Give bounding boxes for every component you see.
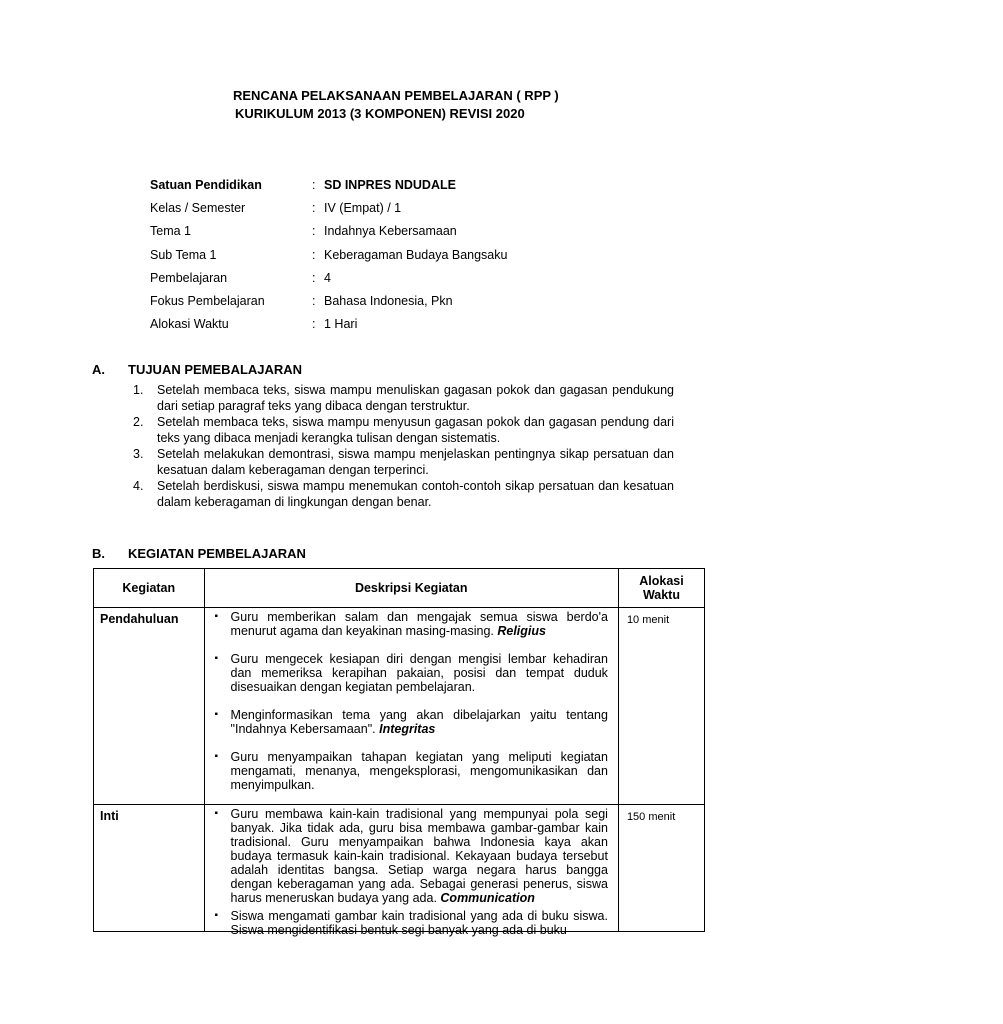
identity-separator: : bbox=[312, 224, 316, 239]
item-text: Guru memberikan salam dan mengajak semua siswa berdo'a menurut agama dan keyakinan masing-masing. bbox=[230, 610, 608, 638]
column-header-deskripsi: Deskripsi Kegiatan bbox=[204, 569, 618, 608]
section-title: TUJUAN PEMEBALAJARAN bbox=[128, 362, 303, 377]
section-title: KEGIATAN PEMBELAJARAN bbox=[128, 546, 306, 561]
section-letter: A. bbox=[92, 362, 105, 377]
identity-label: Kelas / Semester bbox=[150, 201, 246, 216]
item-text: Siswa mengamati gambar kain tradisional yang ada di buku siswa. Siswa mengidentifikasi bentuk segi banyak yang ada di buku bbox=[230, 909, 608, 937]
item-text: Guru membawa kain-kain tradisional yang mempunyai pola segi banyak. Jika tidak ada, guru bisa membawa gambar-gambar kain tradisional. Guru menyampaikan bahwa Indonesia kaya akan budaya termasuk kain-kain tradisional. Kekayaan budaya tersebut adalah identitas bangsa. Setiap warga negara harus bangga dengan keberagaman yang ada. Sebagai generasi penerus, siswa harus meneruskan budaya yang ada. bbox=[230, 807, 608, 905]
identity-value: 4 bbox=[324, 270, 331, 285]
identity-value: 1 Hari bbox=[324, 317, 358, 332]
document-subtitle: KURIKULUM 2013 (3 KOMPONEN) REVISI 2020 bbox=[235, 106, 525, 121]
list-text: Setelah membaca teks, siswa mampu menyusun gagasan pokok dan gagasan pendung dari teks yang dibaca menjadi kerangka tulisan dengan sistematis. bbox=[157, 415, 674, 445]
list-item bbox=[133, 414, 674, 446]
phase-cell: Pendahuluan bbox=[94, 608, 205, 805]
list-number: 1. bbox=[133, 383, 144, 397]
bullet: ▪ bbox=[214, 709, 219, 720]
list-number: 2. bbox=[133, 415, 144, 429]
goals-list bbox=[133, 382, 674, 510]
identity-separator: : bbox=[312, 317, 316, 332]
item-text: Guru mengecek kesiapan diri dengan mengisi lembar kehadiran dan memeriksa kerapihan pakaian, posisi dan tempat duduk disesuaikan dengan kegiatan pembelajaran. bbox=[230, 652, 608, 694]
bullet: ▪ bbox=[214, 751, 219, 762]
identity-value: Bahasa Indonesia, Pkn bbox=[324, 293, 453, 308]
duration-cell: 10 menit bbox=[618, 608, 704, 805]
item-text: Menginformasikan tema yang akan dibelajarkan yaitu tentang "Indahnya Kebersamaan". bbox=[230, 708, 608, 736]
list-text: Setelah berdiskusi, siswa mampu menemukan contoh-contoh sikap persatuan dan kesatuan dalam keberagaman di lingkungan dengan benar. bbox=[157, 479, 674, 509]
identity-label: Tema 1 bbox=[150, 224, 191, 239]
description-content bbox=[214, 807, 608, 937]
list-item bbox=[215, 909, 608, 937]
list-number: 4. bbox=[133, 479, 144, 493]
section-letter: B. bbox=[92, 546, 105, 561]
bullet: ▪ bbox=[214, 808, 219, 819]
list-item bbox=[215, 807, 608, 905]
identity-label: Alokasi Waktu bbox=[150, 317, 229, 332]
identity-value: Keberagaman Budaya Bangsaku bbox=[324, 247, 508, 262]
identity-separator: : bbox=[312, 178, 316, 192]
duration-cell: 150 menit bbox=[618, 805, 704, 932]
identity-separator: : bbox=[312, 201, 316, 216]
activities-table bbox=[93, 568, 705, 937]
identity-separator: : bbox=[312, 293, 316, 308]
list-item bbox=[133, 446, 674, 478]
list-item bbox=[215, 610, 608, 638]
table-row bbox=[94, 608, 705, 805]
identity-label: Pembelajaran bbox=[150, 270, 228, 285]
list-item bbox=[215, 708, 608, 736]
list-item bbox=[133, 382, 674, 414]
identity-separator: : bbox=[312, 270, 316, 285]
phase-cell: Inti bbox=[94, 805, 205, 932]
list-number: 3. bbox=[133, 447, 144, 461]
bullet: ▪ bbox=[214, 910, 219, 921]
column-header-alokasi: Alokasi Waktu bbox=[618, 569, 704, 608]
character-value-tag: Religius bbox=[497, 624, 546, 638]
description-cell bbox=[204, 805, 618, 937]
list-item bbox=[215, 750, 608, 792]
column-header-kegiatan: Kegiatan bbox=[94, 569, 205, 608]
identity-label: Sub Tema 1 bbox=[150, 247, 217, 262]
identity-value: IV (Empat) / 1 bbox=[324, 201, 402, 216]
identity-value: SD INPRES NDUDALE bbox=[324, 178, 456, 192]
table-row bbox=[94, 805, 705, 932]
bullet: ▪ bbox=[214, 653, 219, 664]
description-cell bbox=[204, 608, 618, 805]
identity-value: Indahnya Kebersamaan bbox=[324, 224, 457, 239]
list-item bbox=[215, 652, 608, 694]
identity-separator: : bbox=[312, 247, 316, 262]
document-title: RENCANA PELAKSANAAN PEMBELAJARAN ( RPP ) bbox=[233, 88, 559, 103]
identity-label: Satuan Pendidikan bbox=[150, 178, 262, 192]
list-text: Setelah membaca teks, siswa mampu menuliskan gagasan pokok dan gagasan pendukung dari setiap paragraf teks yang dibaca dengan terstruktur. bbox=[157, 383, 674, 413]
identity-label: Fokus Pembelajaran bbox=[150, 293, 265, 308]
item-text: Guru menyampaikan tahapan kegiatan yang meliputi kegiatan mengamati, menanya, mengeksplorasi, mengomunikasikan dan menyimpulkan. bbox=[230, 750, 608, 792]
bullet: ▪ bbox=[214, 611, 219, 622]
list-item bbox=[133, 478, 674, 510]
character-value-tag: Integritas bbox=[379, 722, 436, 736]
character-value-tag: Communication bbox=[440, 891, 535, 905]
table-header-row bbox=[94, 569, 705, 608]
list-text: Setelah melakukan demontrasi, siswa mampu menjelaskan pentingnya sikap persatuan dan kesatuan dalam keberagaman dengan terperinci. bbox=[157, 447, 674, 477]
